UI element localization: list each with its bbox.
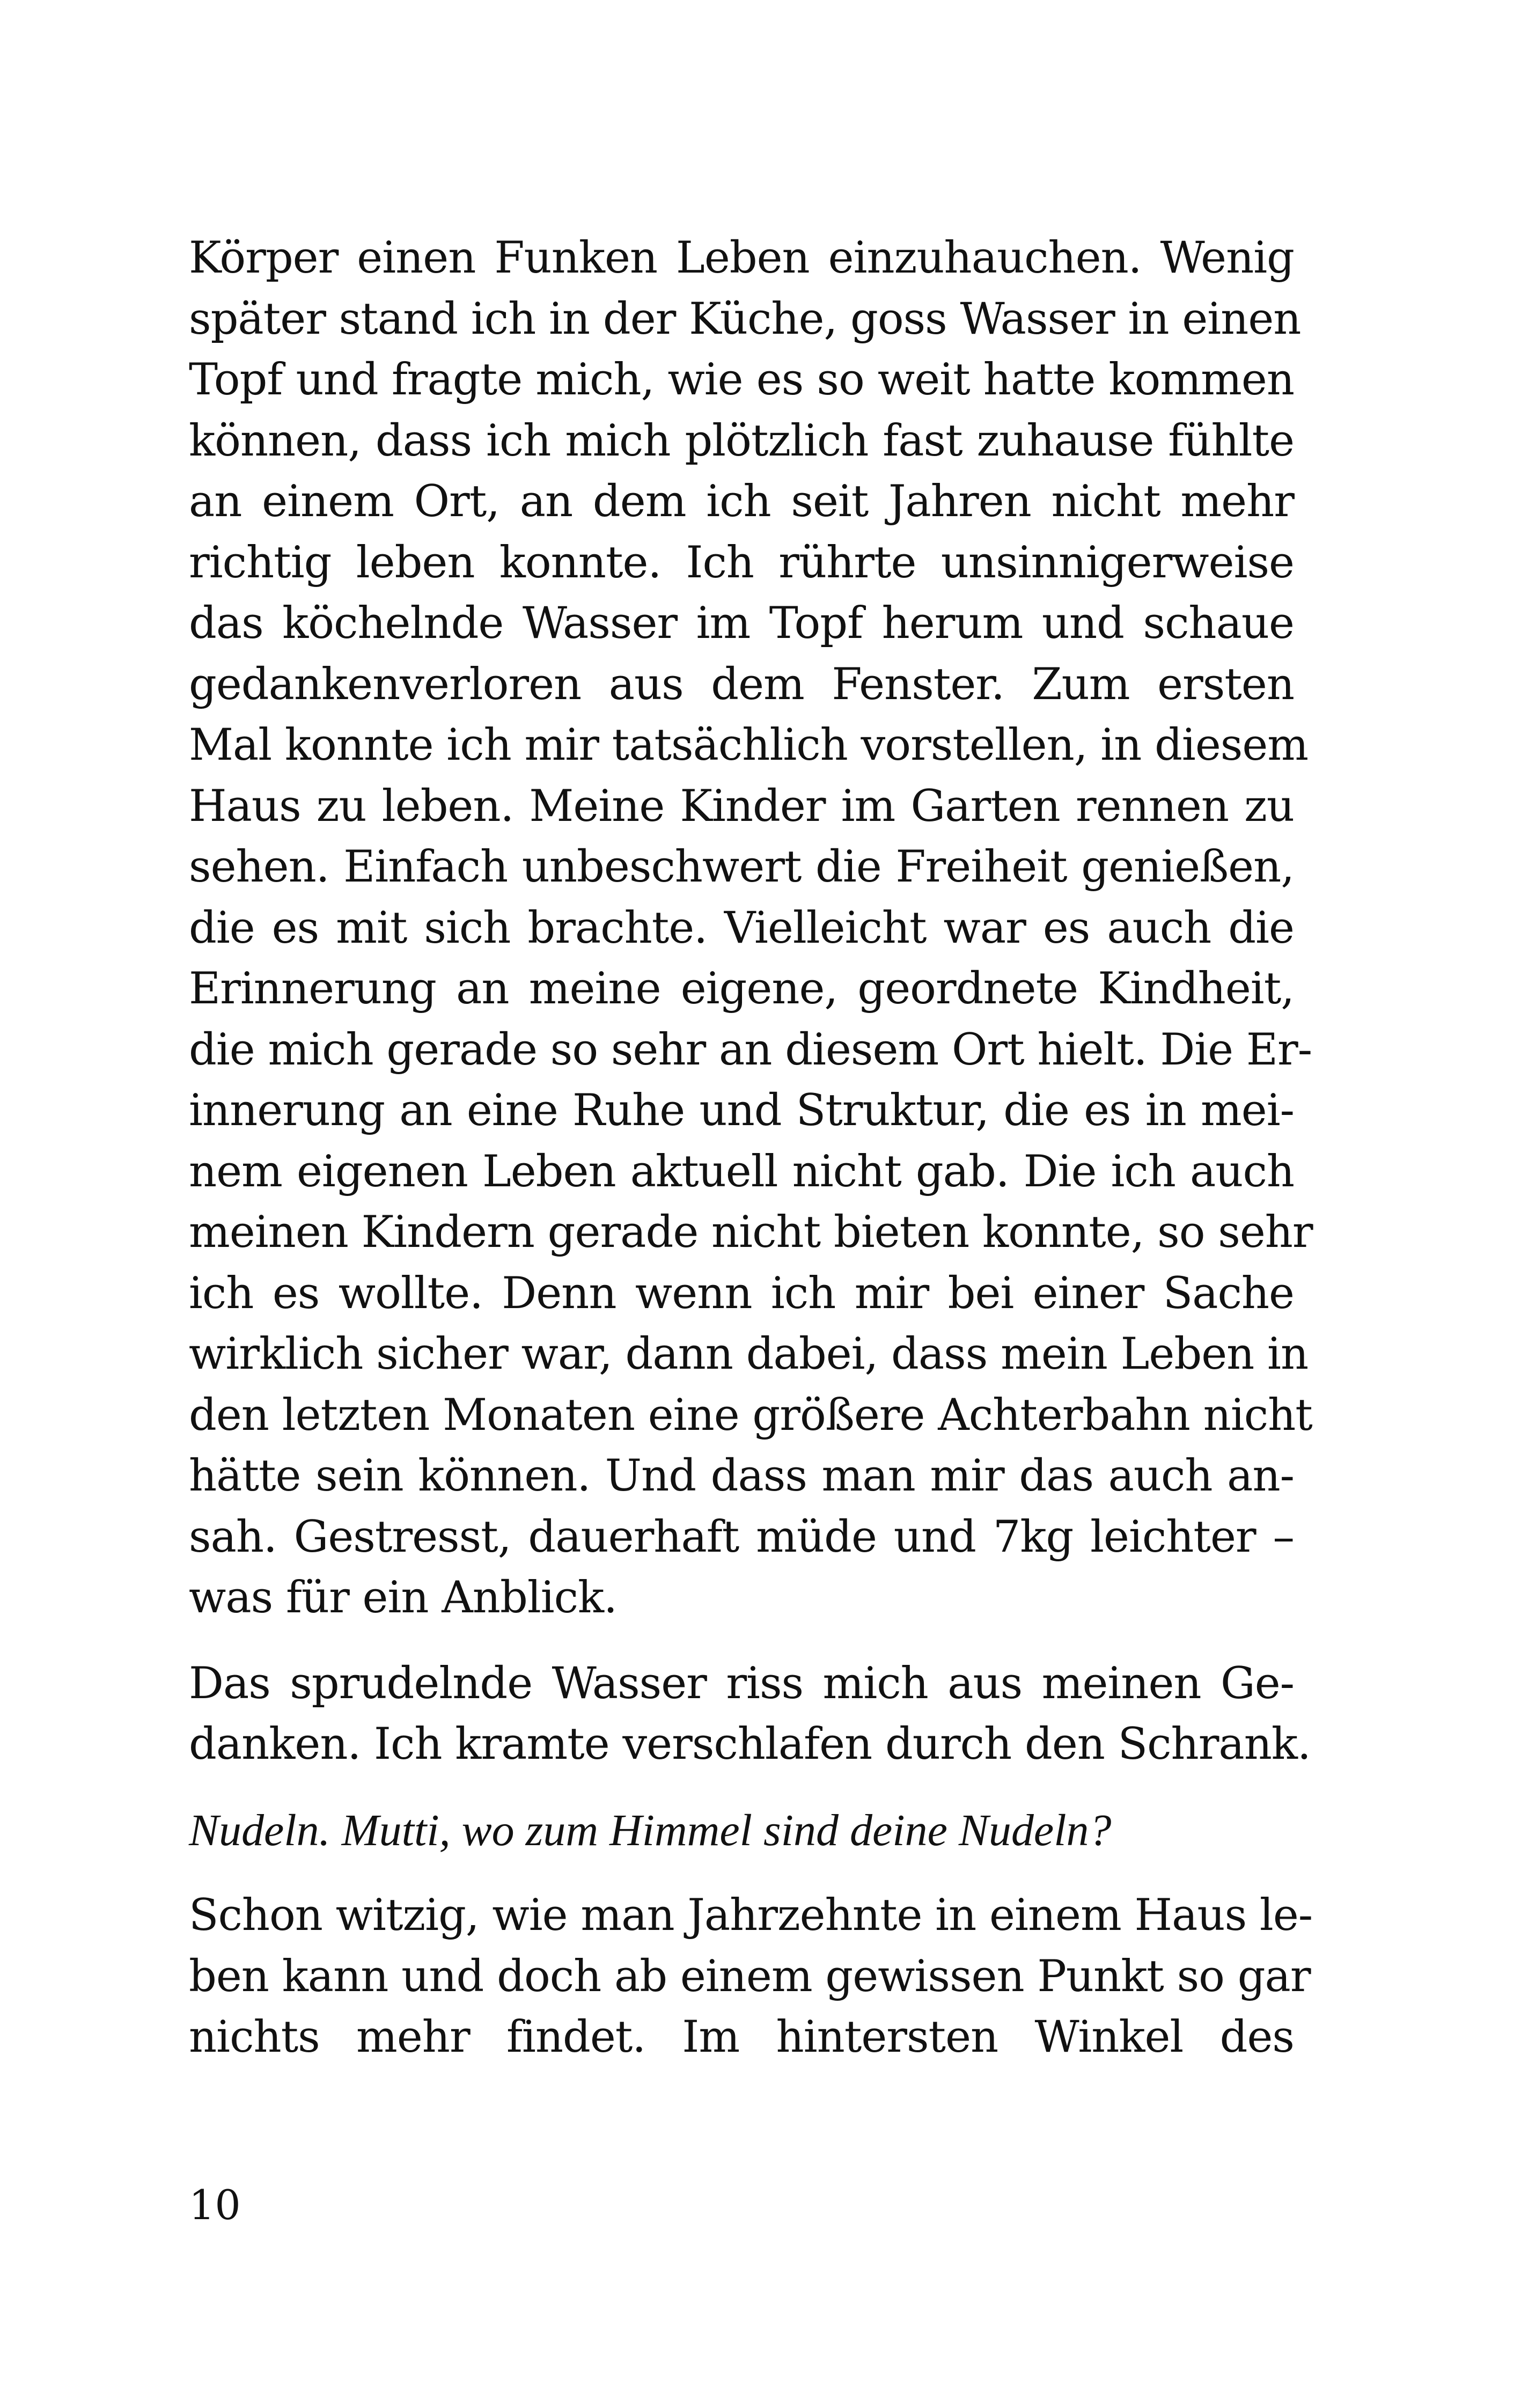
text-line: Topf und fragte mich, wie es so weit hatte kommen [189, 355, 1294, 405]
text-line: die mich gerade so sehr an diesem Ort hielt. Die Er- [189, 1024, 1312, 1075]
text-line: innerung an eine Ruhe und Struktur, die es in mei- [189, 1085, 1294, 1136]
paragraph-1 [189, 228, 1313, 1629]
text-line: was für ein Anblick. [189, 1573, 617, 1623]
text-line: meinen Kindern gerade nicht bieten konnte, so sehr [189, 1207, 1313, 1258]
paragraph-3-italic [189, 1800, 1294, 1861]
text-line: nichts mehr findet. Im hintersten Winkel des [189, 2012, 1294, 2062]
text-line: Mal konnte ich mir tatsächlich vorstellen, in diesem [189, 720, 1309, 770]
text-line: können, dass ich mich plötzlich fast zuhause fühlte [189, 415, 1294, 466]
paragraph-spacing [189, 1775, 1294, 1800]
text-line: ben kann und doch ab einem gewissen Punkt so gar [189, 1951, 1311, 2002]
text-line: nem eigenen Leben aktuell nicht gab. Die ich auch [189, 1146, 1294, 1197]
paragraph-4 [189, 1885, 1313, 2068]
text-line: wirklich sicher war, dann dabei, dass mein Leben in [189, 1329, 1309, 1379]
text-line: sehen. Einfach unbeschwert die Freiheit genießen, [189, 842, 1294, 892]
text-line: danken. Ich kramte verschlafen durch den Schrank. [189, 1719, 1311, 1770]
paragraph-2 [189, 1654, 1311, 1775]
text-line: Erinnerung an meine eigene, geordnete Kindheit, [189, 964, 1294, 1014]
text-line: ich es wollte. Denn wenn ich mir bei einer Sache [189, 1268, 1294, 1319]
page-number: 10 [189, 2181, 241, 2229]
text-line: hätte sein können. Und dass man mir das auch an- [189, 1451, 1294, 1501]
text-line: das köchelnde Wasser im Topf herum und schaue [189, 598, 1294, 649]
text-line: später stand ich in der Küche, goss Wasser in einen [189, 293, 1301, 344]
italic-text-line: Nudeln. Mutti, wo zum Himmel sind deine Nudeln? [189, 1805, 1112, 1855]
text-line: die es mit sich brachte. Vielleicht war es auch die [189, 902, 1294, 953]
text-line: Körper einen Funken Leben einzuhauchen. Wenig [189, 233, 1294, 283]
text-line: sah. Gestresst, dauerhaft müde und 7kg leichter – [189, 1511, 1294, 1562]
text-line: Das sprudelnde Wasser riss mich aus meinen Ge- [189, 1658, 1294, 1709]
body-text [189, 228, 1313, 2068]
paragraph-spacing [189, 1861, 1294, 1885]
paragraph-spacing [189, 1629, 1294, 1654]
text-line: den letzten Monaten eine größere Achterbahn nicht [189, 1390, 1312, 1441]
text-line: an einem Ort, an dem ich seit Jahren nicht mehr [189, 476, 1294, 527]
text-line: Haus zu leben. Meine Kinder im Garten rennen zu [189, 781, 1294, 832]
text-line: gedankenverloren aus dem Fenster. Zum ersten [189, 659, 1294, 710]
text-line: Schon witzig, wie man Jahrzehnte in einem Haus le- [189, 1890, 1313, 1941]
text-line: richtig leben konnte. Ich rührte unsinnigerweise [189, 537, 1294, 588]
